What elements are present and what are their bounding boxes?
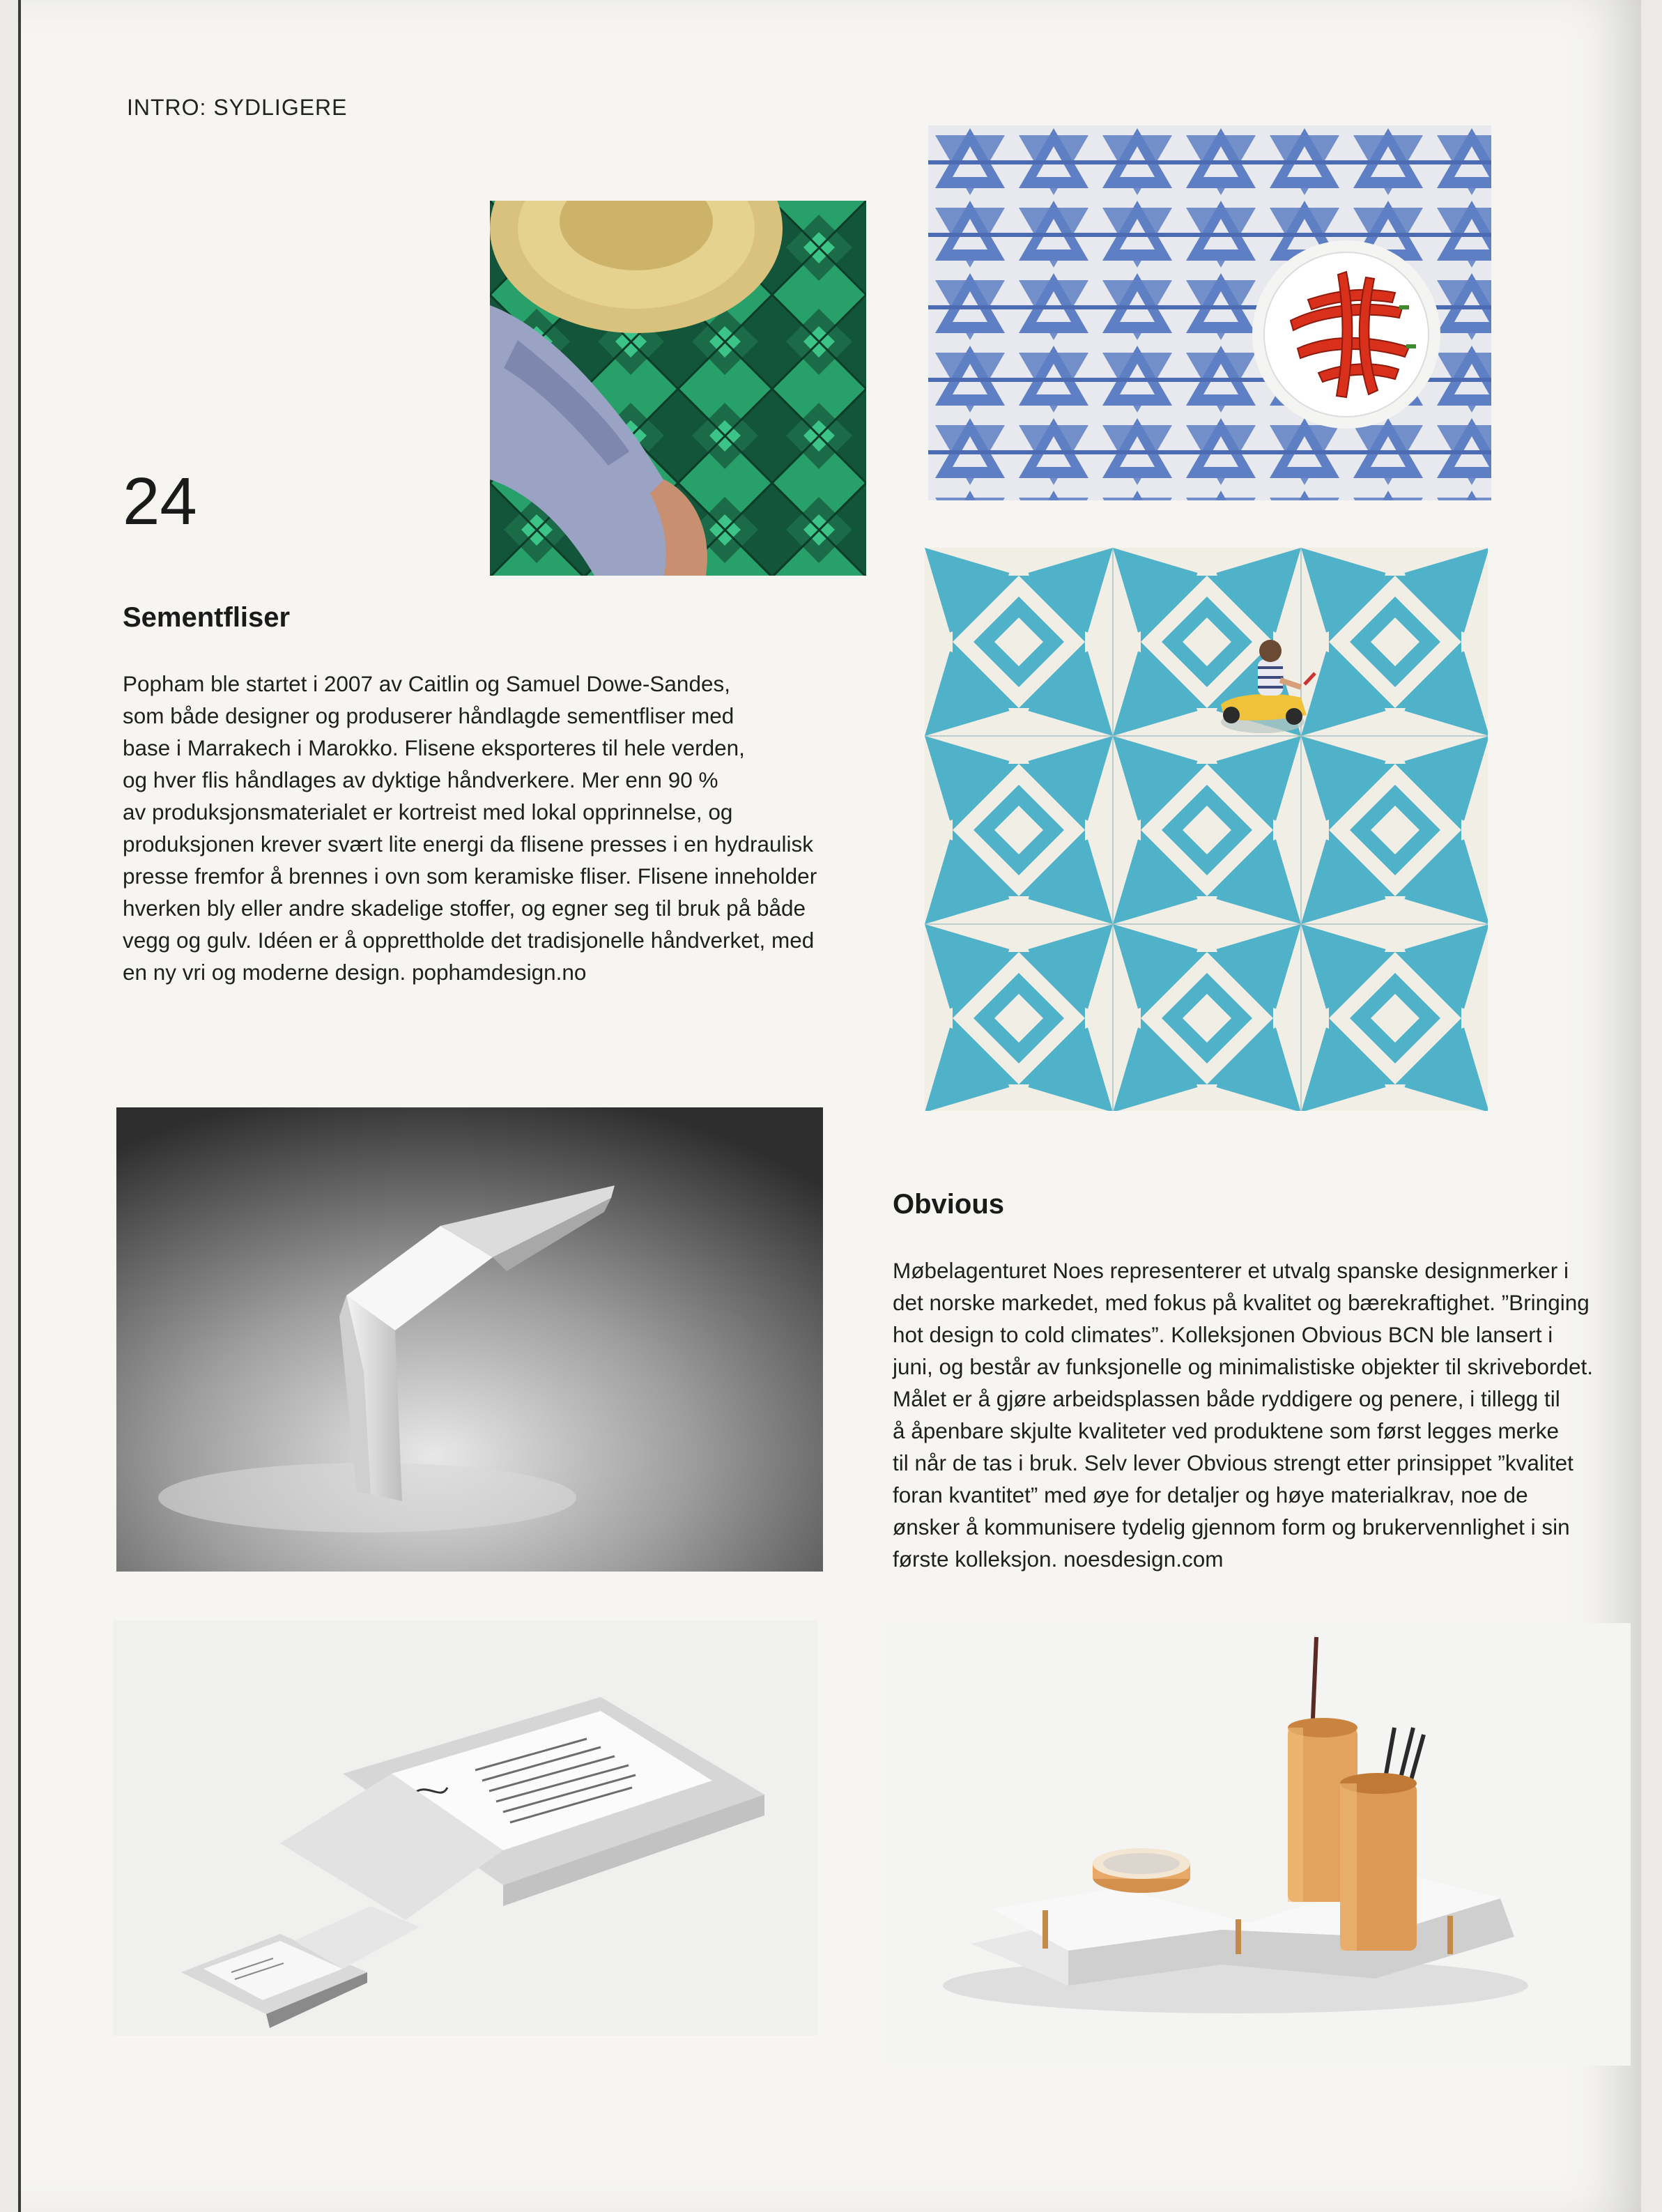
photo-blue-tiles-chili-plate — [928, 125, 1491, 500]
article2-body: Møbelagenturet Noes representerer et utvalg spanske designmerker i det norske markedet, med fokus på kvalitet og bærekraftighet. ”Bringing hot design to cold climates”. Kolleksjonen Obvious BCN ble lansert i juni, og består av funksjonelle og minimalistiske objekter til skrivebordet. Målet er å gjøre arbeidsplassen både ryddigere og penere, i tillegg til å åpenbare skjulte kvaliteter ved produktene som først legges merke til når de tas i bruk. Selv lever Obvious strengt etter prinsippet ”kvalitet foran kvantitet” med øye for detaljer og høye materialkrav, noe de ønsker å kommunisere tydelig gjennom form og brukervennlighet i sin første kolleksjon. noesdesign.com — [893, 1258, 1593, 1572]
section-label: INTRO: SYDLIGERE — [127, 95, 348, 120]
photo-hat-green-tiles — [490, 201, 866, 576]
photo-folded-lamp — [116, 1107, 823, 1572]
article2-title: Obvious — [893, 1189, 1005, 1220]
article1-title: Sementfliser — [123, 602, 291, 633]
article-number: 24 — [123, 464, 197, 539]
photo-turquoise-tiles-toy-scooter — [925, 548, 1488, 1111]
photo-paper-trays — [113, 1620, 817, 2036]
article1-body: Popham ble startet i 2007 av Caitlin og Samuel Dowe-Sandes, som både designer og produserer håndlagde sementfliser med base i Marrakech i Marokko. Flisene eksporteres til hele verden, og hver flis håndlages av dyktige håndverkere. Mer enn 90 % av produksjonsmaterialet er kortreist med lokal opprinnelse, og produksjonen krever svært lite energi da flisene presses i en hydraulisk presse fremfor å brennes i ovn som keramiske fliser. Flisene inneholder hverken bly eller andre skadelige stoffer, og egner seg til bruk på både vegg og gulv. Idéen er å opprettholde det tradisjonelle håndverket, med en ny vri og moderne design. pophamdesign.no — [123, 671, 817, 985]
photo-wooden-pen-holders — [887, 1623, 1631, 2066]
